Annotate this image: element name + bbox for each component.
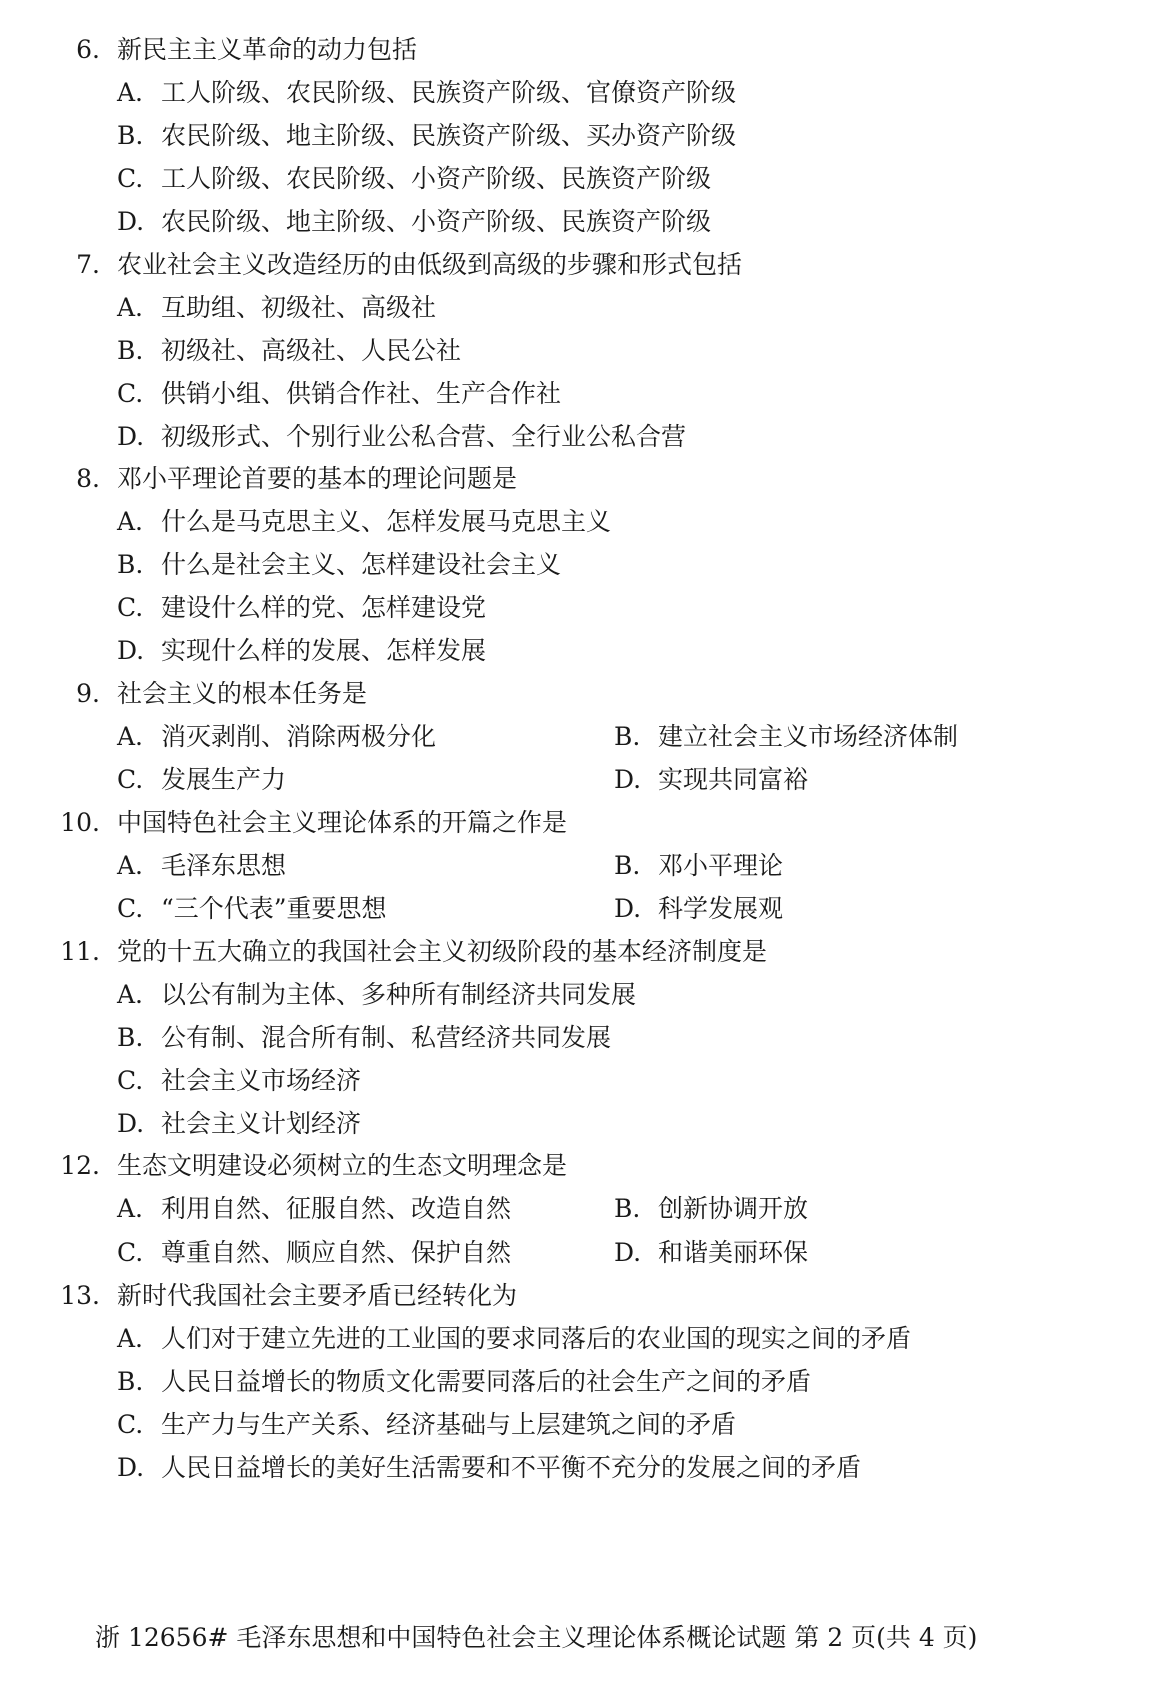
option-text: 什么是马克思主义、怎样发展马克思主义	[161, 507, 612, 536]
question-number: 12.	[60, 1151, 100, 1180]
option-c	[117, 767, 286, 792]
option-text: 实现什么样的发展、怎样发展	[161, 636, 487, 665]
option-b	[117, 1025, 611, 1050]
question-text: 新民主主义革命的动力包括	[117, 35, 418, 64]
option-letter: C.	[117, 1066, 144, 1095]
option-text: 农民阶级、地主阶级、民族资产阶级、买办资产阶级	[161, 121, 737, 150]
option-c	[117, 896, 387, 921]
question-text: 社会主义的根本任务是	[117, 679, 368, 708]
option-text: 人民日益增长的美好生活需要和不平衡不充分的发展之间的矛盾	[161, 1453, 862, 1482]
question-text: 生态文明建设必须树立的生态文明理念是	[117, 1151, 568, 1180]
option-letter: D.	[117, 422, 145, 451]
option-d	[117, 1111, 361, 1136]
option-text: 互助组、初级社、高级社	[161, 293, 437, 322]
option-c	[117, 1068, 361, 1093]
option-letter: B.	[117, 550, 144, 579]
option-d	[117, 424, 686, 449]
option-letter: B.	[117, 1367, 144, 1396]
option-letter: A.	[117, 1324, 144, 1353]
option-d	[614, 767, 808, 792]
option-text: 以公有制为主体、多种所有制经济共同发展	[161, 980, 637, 1009]
option-letter: B.	[614, 1194, 641, 1223]
question-number: 11.	[60, 937, 100, 966]
option-letter: D.	[614, 894, 642, 923]
option-b	[117, 338, 461, 363]
question-number: 8.	[76, 464, 100, 493]
question-text: 邓小平理论首要的基本的理论问题是	[117, 464, 518, 493]
option-a	[117, 509, 611, 534]
option-letter: A.	[117, 78, 144, 107]
option-text: 创新协调开放	[658, 1194, 809, 1223]
question-number: 6.	[76, 35, 100, 64]
option-letter: A.	[117, 722, 144, 751]
option-text: 毛泽东思想	[161, 851, 287, 880]
question-number: 10.	[60, 808, 100, 837]
option-letter: A.	[117, 507, 144, 536]
option-letter: C.	[117, 379, 144, 408]
option-text: 社会主义计划经济	[161, 1109, 362, 1138]
option-text: 科学发展观	[658, 894, 784, 923]
option-text: 人们对于建立先进的工业国的要求同落后的农业国的现实之间的矛盾	[161, 1324, 912, 1353]
option-text: 尊重自然、顺应自然、保护自然	[161, 1238, 512, 1267]
option-text: 农民阶级、地主阶级、小资产阶级、民族资产阶级	[161, 207, 712, 236]
question-number: 9.	[76, 679, 100, 708]
option-b	[117, 552, 561, 577]
option-c	[117, 1240, 511, 1265]
option-letter: B.	[117, 336, 144, 365]
option-text: 发展生产力	[161, 765, 287, 794]
option-b	[117, 123, 736, 148]
question-text: 新时代我国社会主要矛盾已经转化为	[117, 1281, 518, 1310]
option-letter: D.	[117, 207, 145, 236]
question-text: 中国特色社会主义理论体系的开篇之作是	[117, 808, 568, 837]
option-letter: D.	[614, 765, 642, 794]
option-text: 人民日益增长的物质文化需要同落后的社会生产之间的矛盾	[161, 1367, 812, 1396]
option-text: 和谐美丽环保	[658, 1238, 809, 1267]
option-b	[614, 1196, 808, 1221]
option-text: 实现共同富裕	[658, 765, 809, 794]
option-letter: B.	[614, 851, 641, 880]
option-a	[117, 724, 436, 749]
option-b	[614, 853, 783, 878]
question-text: 党的十五大确立的我国社会主义初级阶段的基本经济制度是	[117, 937, 768, 966]
option-a	[117, 295, 436, 320]
option-letter: C.	[117, 164, 144, 193]
option-text: “三个代表”重要思想	[161, 894, 387, 923]
option-c	[117, 1412, 736, 1437]
option-text: 什么是社会主义、怎样建设社会主义	[161, 550, 562, 579]
option-letter: D.	[117, 1453, 145, 1482]
option-letter: D.	[614, 1238, 642, 1267]
option-d	[614, 1240, 808, 1265]
option-text: 社会主义市场经济	[161, 1066, 362, 1095]
option-a	[117, 80, 736, 105]
option-text: 供销小组、供销合作社、生产合作社	[161, 379, 562, 408]
option-letter: D.	[117, 636, 145, 665]
option-text: 公有制、混合所有制、私营经济共同发展	[161, 1023, 612, 1052]
option-c	[117, 166, 711, 191]
option-c	[117, 595, 486, 620]
option-d	[614, 896, 783, 921]
option-c	[117, 381, 561, 406]
option-text: 工人阶级、农民阶级、民族资产阶级、官僚资产阶级	[161, 78, 737, 107]
option-text: 建立社会主义市场经济体制	[658, 722, 959, 751]
option-d	[117, 638, 486, 663]
option-text: 消灭剥削、消除两极分化	[161, 722, 437, 751]
option-b	[117, 1369, 811, 1394]
option-text: 生产力与生产关系、经济基础与上层建筑之间的矛盾	[161, 1410, 737, 1439]
option-d	[117, 209, 711, 234]
option-letter: A.	[117, 1194, 144, 1223]
question-number: 7.	[76, 250, 100, 279]
option-letter: A.	[117, 980, 144, 1009]
option-letter: B.	[117, 1023, 144, 1052]
option-text: 利用自然、征服自然、改造自然	[161, 1194, 512, 1223]
question-text: 农业社会主义改造经历的由低级到高级的步骤和形式包括	[117, 250, 743, 279]
option-letter: B.	[117, 121, 144, 150]
page-footer: 浙 12656# 毛泽东思想和中国特色社会主义理论体系概论试题 第 2 页(共 4 页)	[95, 1623, 978, 1652]
option-letter: C.	[117, 593, 144, 622]
option-text: 初级社、高级社、人民公社	[161, 336, 462, 365]
option-a	[117, 853, 286, 878]
option-text: 工人阶级、农民阶级、小资产阶级、民族资产阶级	[161, 164, 712, 193]
option-letter: C.	[117, 894, 144, 923]
option-letter: B.	[614, 722, 641, 751]
option-text: 建设什么样的党、怎样建设党	[161, 593, 487, 622]
option-a	[117, 982, 636, 1007]
option-d	[117, 1455, 861, 1480]
question-number: 13.	[60, 1281, 100, 1310]
option-letter: C.	[117, 1410, 144, 1439]
option-text: 初级形式、个别行业公私合营、全行业公私合营	[161, 422, 687, 451]
option-a	[117, 1196, 511, 1221]
option-letter: D.	[117, 1109, 145, 1138]
option-a	[117, 1326, 911, 1351]
option-text: 邓小平理论	[658, 851, 784, 880]
option-letter: C.	[117, 765, 144, 794]
option-letter: A.	[117, 851, 144, 880]
option-letter: A.	[117, 293, 144, 322]
option-letter: C.	[117, 1238, 144, 1267]
option-b	[614, 724, 958, 749]
